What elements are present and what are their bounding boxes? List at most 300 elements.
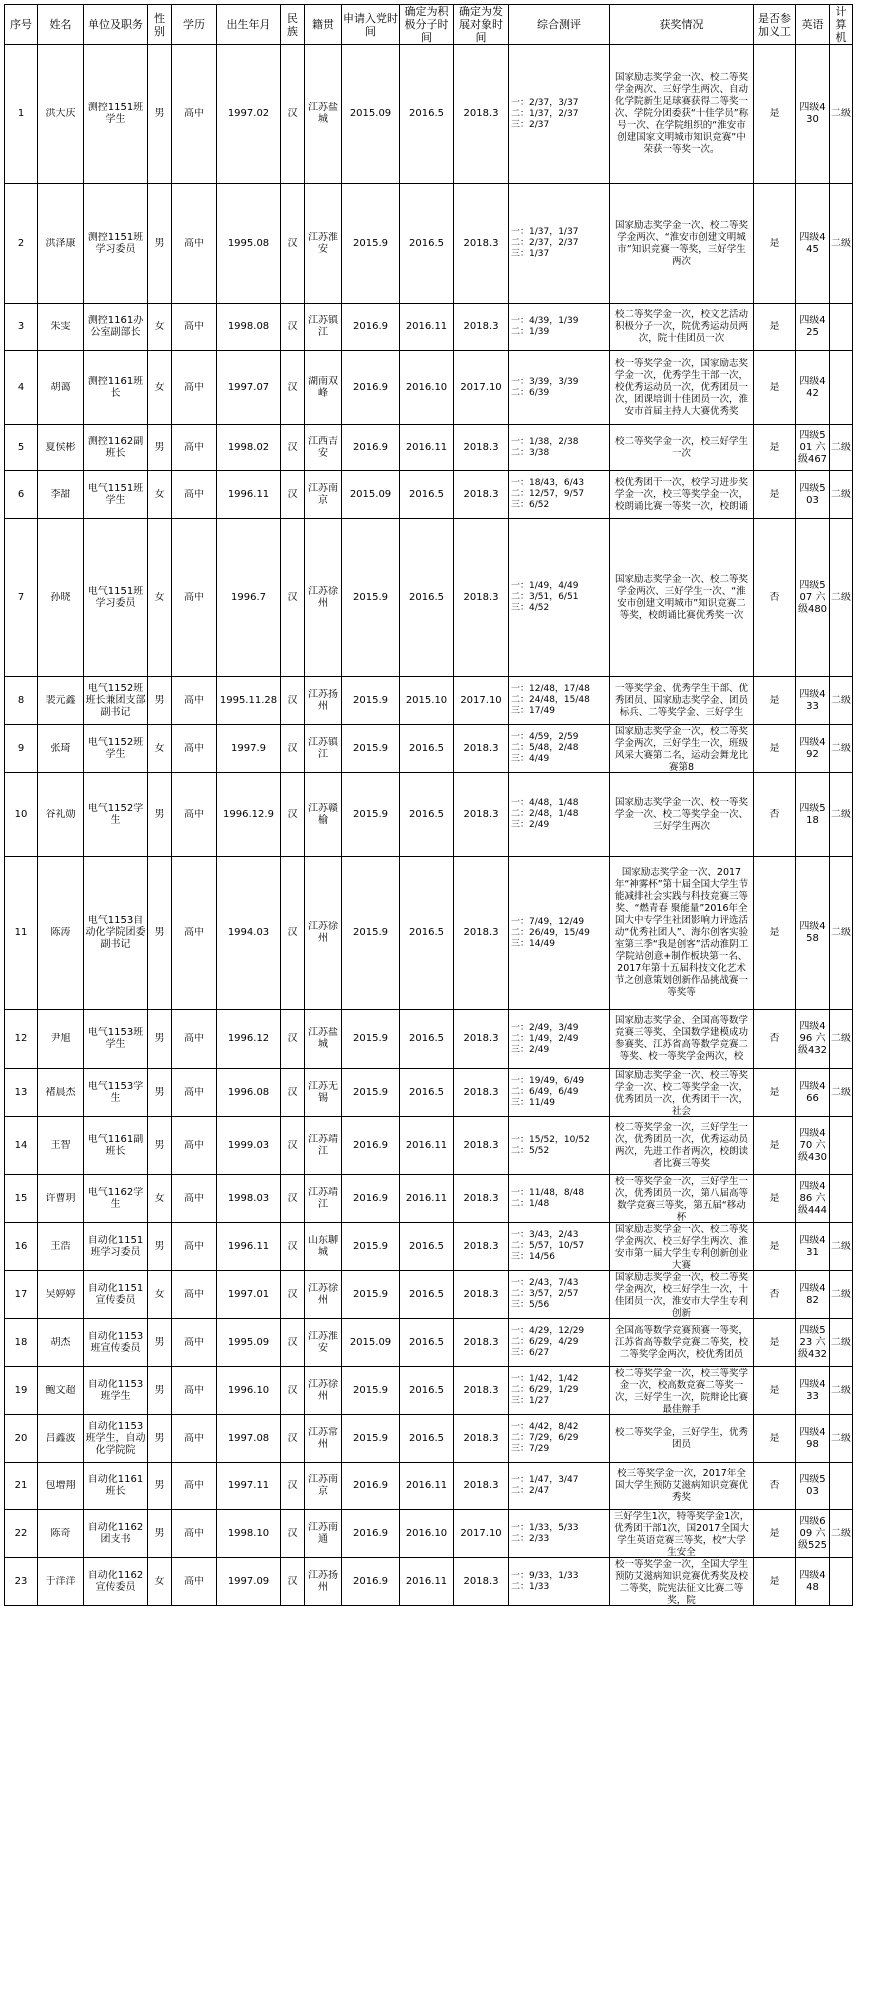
english-level [796, 1223, 830, 1271]
row-number [5, 1117, 38, 1175]
activist-date [400, 1367, 454, 1415]
awards [610, 1367, 754, 1415]
education-text: 高中 [184, 742, 204, 754]
student-name [38, 1319, 84, 1367]
ethnicity-text: 汉 [287, 808, 298, 820]
row-number-text: 18 [14, 1336, 28, 1348]
score-line: 二：12/57，9/57 [511, 489, 585, 499]
ethnicity [281, 45, 305, 184]
gender-text: 男 [154, 441, 165, 453]
awards-text: 校二等奖学金一次，校三等奖学金一次，校高数竞赛二等奖一次，三好学生一次，院辩论比赛最佳辩手 [614, 1367, 748, 1414]
score-line: 一：1/37，1/37 [511, 227, 579, 237]
unit-position-text: 电气1153班学生 [87, 1027, 144, 1050]
student-name-text: 尹旭 [50, 1033, 71, 1044]
unit-position [84, 1415, 148, 1463]
birth-date [217, 471, 281, 519]
hometown [305, 351, 342, 425]
party-application-date-text: 2015.09 [349, 488, 392, 500]
row-number [5, 1010, 38, 1069]
english-level-text: 四级442 [799, 375, 826, 399]
volunteer [754, 351, 796, 425]
unit-position [84, 1558, 148, 1606]
activist-date [400, 1117, 454, 1175]
table-row [5, 471, 853, 519]
gender [148, 425, 172, 471]
score-line: 一：3/39，3/39 [511, 376, 579, 387]
unit-position [84, 1223, 148, 1271]
student-name-text: 谷礼勋 [45, 808, 76, 820]
party-application-date [342, 471, 400, 519]
unit-position-text: 电气1162学生 [87, 1186, 144, 1210]
computer-level [830, 1463, 853, 1510]
development-target-date [454, 1319, 509, 1367]
development-target-date [454, 677, 509, 725]
activist-date [400, 1223, 454, 1271]
score-line: 一：15/52，10/52 [511, 1134, 590, 1145]
score-line: 二：3/38 [511, 447, 550, 458]
english-level-text: 四级507 六级480 [797, 579, 828, 615]
party-application-date [342, 1117, 400, 1175]
computer-level-text: 二级 [831, 808, 851, 820]
volunteer [754, 725, 796, 773]
unit-position [84, 351, 148, 425]
activist-date-text: 2016.5 [409, 1033, 444, 1044]
row-number [5, 1175, 38, 1223]
gender-text: 男 [154, 1384, 165, 1396]
hometown-text: 江苏南通 [308, 1521, 338, 1545]
awards [610, 773, 754, 857]
column-header-gender: 性别 [148, 5, 172, 45]
awards-text: 校一等奖学金一次，国家励志奖学金一次，优秀学生干部一次，校优秀运动员一次，优秀团员一次，团课培训十佳团员一次，淮安市首届主持人大赛优秀奖 [614, 357, 748, 417]
hometown-text: 江苏淮安 [308, 231, 338, 255]
awards-text: 国家励志奖学金一次、校一等奖学金一次、校二等奖学金一次、三好学生两次 [614, 796, 748, 832]
education-text: 高中 [184, 488, 204, 500]
education-text: 高中 [184, 694, 204, 706]
score-line: 三：11/49 [511, 1098, 555, 1108]
computer-level-text: 二级 [831, 927, 851, 938]
activist-date [400, 519, 454, 677]
awards [610, 1271, 754, 1319]
development-target-date-text: 2018.3 [463, 742, 499, 754]
education [172, 45, 217, 184]
party-application-date-text: 2016.9 [353, 441, 388, 453]
volunteer [754, 1010, 796, 1069]
english-level [796, 351, 830, 425]
unit-position-text: 自动化1151班学习委员 [87, 1234, 144, 1258]
gender [148, 1463, 172, 1510]
unit-position-text: 电气1152班学生 [87, 736, 144, 760]
party-application-date [342, 725, 400, 773]
education [172, 773, 217, 857]
computer-level [830, 1367, 853, 1415]
english-level-text: 四级609 六级525 [797, 1515, 828, 1551]
activist-date [400, 1175, 454, 1223]
student-name [38, 45, 84, 184]
volunteer-text: 是 [769, 1192, 780, 1204]
hometown-text: 江苏徐州 [308, 585, 338, 609]
english-level-text: 四级486 六级444 [797, 1180, 828, 1216]
hometown-text: 江西吉安 [308, 435, 338, 459]
english-level [796, 1510, 830, 1558]
score-line: 三：4/49 [511, 754, 550, 764]
ethnicity-text: 汉 [287, 488, 298, 500]
ethnicity-text: 汉 [287, 694, 298, 706]
hometown [305, 1223, 342, 1271]
computer-level [830, 1010, 853, 1069]
awards [610, 1558, 754, 1606]
column-header-scores: 综合测评 [509, 5, 610, 45]
development-target-date [454, 1558, 509, 1606]
table-row [5, 45, 853, 184]
activist-date [400, 304, 454, 351]
activist-date [400, 45, 454, 184]
volunteer [754, 184, 796, 304]
development-target-date-text: 2018.3 [463, 1288, 499, 1300]
development-target-date-text: 2018.3 [463, 1336, 499, 1348]
development-target-date-text: 2018.3 [463, 808, 499, 820]
hometown-text: 江苏常州 [308, 1426, 338, 1450]
gender [148, 1175, 172, 1223]
english-level-text: 四级466 [799, 1080, 826, 1104]
english-level [796, 184, 830, 304]
birth-date-text: 1998.10 [227, 1527, 270, 1539]
unit-position-text: 电气1152班班长兼团支部副书记 [85, 682, 146, 718]
party-application-date [342, 425, 400, 471]
table-row [5, 1117, 853, 1175]
row-number [5, 1367, 38, 1415]
ethnicity-text: 汉 [287, 591, 298, 603]
awards [610, 1223, 754, 1271]
gender [148, 773, 172, 857]
table-row [5, 519, 853, 677]
volunteer [754, 45, 796, 184]
english-level [796, 1117, 830, 1175]
awards-text: 校二等奖学金一次，校三好学生一次 [614, 435, 748, 459]
activist-date [400, 1069, 454, 1117]
computer-level-text: 二级 [831, 108, 851, 119]
birth-date [217, 1558, 281, 1606]
volunteer-text: 否 [769, 808, 780, 820]
hometown [305, 677, 342, 725]
computer-level-text: 二级 [831, 1086, 851, 1098]
gender-text: 男 [154, 108, 165, 119]
party-application-date [342, 45, 400, 184]
computer-level-text: 二级 [831, 237, 851, 249]
row-number [5, 1463, 38, 1510]
education [172, 184, 217, 304]
evaluation-scores [509, 1069, 610, 1117]
awards [610, 471, 754, 519]
score-line: 三：4/52 [511, 603, 550, 613]
unit-position-text: 自动化1153班学生，自动化学院院 [85, 1420, 146, 1456]
development-target-date [454, 351, 509, 425]
student-name-text: 鲍文超 [45, 1384, 76, 1396]
student-name-text: 夏侯彬 [45, 441, 76, 453]
birth-date [217, 184, 281, 304]
english-level [796, 1271, 830, 1319]
birth-date [217, 1223, 281, 1271]
party-application-date-text: 2016.9 [353, 1480, 388, 1491]
volunteer [754, 1558, 796, 1606]
birth-date-text: 1995.11.28 [219, 694, 278, 706]
computer-level [830, 1271, 853, 1319]
party-application-date-text: 2015.9 [353, 237, 388, 249]
party-application-date-text: 2016.9 [353, 381, 388, 393]
gender-text: 男 [154, 1527, 165, 1539]
awards-text: 国家励志奖学金一次、校二等奖学金两次、三好学生两次、自动化学院新生足球赛获得二等奖一次、学院分团委获“十佳学员”称号一次、在学院组织的“淮安市创建国家文明城市知识竞赛”中荣获一等奖一次。 [614, 72, 749, 155]
score-line: 二：5/57，10/57 [511, 1241, 585, 1251]
table-row [5, 857, 853, 1010]
hometown-text: 湖南双峰 [308, 375, 338, 399]
gender [148, 677, 172, 725]
gender [148, 1117, 172, 1175]
english-level [796, 471, 830, 519]
score-line: 一：2/37，3/37 [511, 97, 579, 108]
computer-level [830, 1117, 853, 1175]
gender [148, 1069, 172, 1117]
party-application-date-text: 2015.9 [353, 591, 388, 603]
score-line: 三：2/49 [511, 1044, 550, 1055]
unit-position [84, 773, 148, 857]
unit-position [84, 1117, 148, 1175]
ethnicity-text: 汉 [287, 108, 298, 119]
unit-position [84, 677, 148, 725]
score-line: 二：2/33 [511, 1533, 550, 1544]
birth-date-text: 1996.7 [231, 591, 266, 603]
evaluation-scores [509, 519, 610, 677]
volunteer-text: 是 [769, 1384, 780, 1396]
unit-position-text: 电气1153学生 [87, 1080, 144, 1104]
score-line: 三：2/37 [511, 119, 550, 130]
student-name-text: 许曹玥 [45, 1192, 76, 1204]
ethnicity-text: 汉 [287, 1240, 298, 1252]
english-level [796, 1175, 830, 1223]
computer-level-text: 二级 [831, 1288, 851, 1300]
hometown-text: 江苏镇江 [308, 736, 338, 760]
student-name [38, 304, 84, 351]
student-name [38, 1175, 84, 1223]
column-header-ethnic: 民族 [281, 5, 305, 45]
score-line: 一：2/43，7/43 [511, 1278, 579, 1288]
english-level-text: 四级445 [799, 231, 826, 255]
unit-position-text: 测控1161班长 [87, 375, 144, 399]
computer-level-text: 二级 [831, 441, 851, 453]
ethnicity [281, 1558, 305, 1606]
birth-date [217, 304, 281, 351]
birth-date [217, 425, 281, 471]
development-target-date-text: 2018.3 [463, 1432, 499, 1444]
hometown-text: 江苏南京 [308, 482, 338, 506]
student-name-text: 李甜 [50, 488, 71, 500]
score-line: 二：5/48，2/48 [511, 743, 579, 753]
education [172, 1069, 217, 1117]
computer-level [830, 773, 853, 857]
hometown [305, 184, 342, 304]
column-header-unit: 单位及职务 [84, 5, 148, 45]
development-target-date [454, 1271, 509, 1319]
development-target-date [454, 773, 509, 857]
activist-date [400, 471, 454, 519]
party-application-date [342, 519, 400, 677]
development-target-date [454, 1010, 509, 1069]
development-target-date-text: 2018.3 [463, 488, 499, 500]
computer-level [830, 45, 853, 184]
birth-date-text: 1998.02 [227, 441, 270, 453]
column-header-name: 姓名 [38, 5, 84, 45]
ethnicity-text: 汉 [287, 742, 298, 754]
english-level-text: 四级433 [799, 688, 826, 712]
ethnicity-text: 汉 [287, 237, 298, 249]
score-line: 三：14/56 [511, 1252, 555, 1262]
development-target-date-text: 2018.3 [463, 1086, 499, 1098]
hometown [305, 1367, 342, 1415]
birth-date-text: 1997.11 [227, 1480, 270, 1491]
student-name-text: 王浩 [50, 1240, 71, 1252]
computer-level [830, 1069, 853, 1117]
score-line: 三：1/27 [511, 1396, 550, 1406]
gender [148, 184, 172, 304]
awards-text: 校优秀团干一次，校学习进步奖学金一次，校三等奖学金一次，校朗诵比赛一等奖一次，校朗诵 [614, 476, 748, 512]
party-application-date [342, 677, 400, 725]
birth-date-text: 1994.03 [227, 927, 270, 938]
ethnicity [281, 304, 305, 351]
party-application-date-text: 2015.9 [353, 1384, 388, 1396]
volunteer-text: 是 [769, 1575, 780, 1587]
awards [610, 184, 754, 304]
english-level [796, 1558, 830, 1606]
ethnicity [281, 471, 305, 519]
awards [610, 1175, 754, 1223]
hometown [305, 1271, 342, 1319]
english-level-text: 四级523 六级432 [797, 1324, 828, 1360]
activist-date [400, 1415, 454, 1463]
activist-date [400, 857, 454, 1010]
gender [148, 45, 172, 184]
development-target-date-text: 2018.3 [463, 1575, 499, 1587]
volunteer-text: 否 [769, 1480, 780, 1491]
english-level [796, 1463, 830, 1510]
development-target-date-text: 2017.10 [460, 381, 502, 393]
row-number [5, 1319, 38, 1367]
activist-date [400, 677, 454, 725]
row-number [5, 184, 38, 304]
volunteer [754, 1319, 796, 1367]
ethnicity [281, 1463, 305, 1510]
student-name-text: 吕鑫波 [45, 1432, 76, 1444]
gender-text: 男 [154, 1139, 165, 1151]
party-application-date [342, 351, 400, 425]
score-line: 一：4/48，1/48 [511, 798, 579, 808]
gender-text: 男 [154, 927, 165, 938]
activist-date [400, 1010, 454, 1069]
gender-text: 女 [154, 1192, 165, 1204]
evaluation-scores [509, 773, 610, 857]
birth-date [217, 519, 281, 677]
ethnicity [281, 425, 305, 471]
party-application-date [342, 1510, 400, 1558]
development-target-date-text: 2018.3 [463, 1240, 499, 1252]
education [172, 1415, 217, 1463]
unit-position-text: 自动化1161班长 [87, 1474, 144, 1497]
party-application-date-text: 2015.9 [353, 694, 388, 706]
ethnicity [281, 1069, 305, 1117]
education [172, 857, 217, 1010]
unit-position-text: 测控1161办公室副部长 [87, 315, 144, 338]
education-text: 高中 [184, 321, 204, 332]
development-target-date [454, 1463, 509, 1510]
row-number [5, 857, 38, 1010]
column-header-no: 序号 [5, 5, 38, 45]
birth-date-text: 1996.08 [227, 1086, 270, 1098]
activist-date-text: 2016.10 [405, 1527, 448, 1539]
ethnicity-text: 汉 [287, 441, 298, 453]
ethnicity [281, 1223, 305, 1271]
party-application-date-text: 2015.9 [353, 1288, 388, 1300]
score-line: 三：7/29 [511, 1444, 550, 1454]
awards [610, 425, 754, 471]
evaluation-scores [509, 1175, 610, 1223]
education-text: 高中 [184, 1575, 204, 1587]
hometown [305, 1175, 342, 1223]
student-name-text: 陈奇 [50, 1527, 71, 1539]
gender [148, 1558, 172, 1606]
volunteer-text: 是 [769, 1240, 780, 1252]
score-line: 三：5/56 [511, 1300, 550, 1310]
birth-date [217, 45, 281, 184]
party-application-date-text: 2015.9 [353, 808, 388, 820]
row-number-text: 5 [17, 441, 25, 453]
hometown [305, 1510, 342, 1558]
ethnicity [281, 677, 305, 725]
ethnicity [281, 1010, 305, 1069]
gender [148, 304, 172, 351]
birth-date-text: 1996.12.9 [223, 808, 274, 820]
ethnicity [281, 1175, 305, 1223]
student-name-text: 包增翔 [45, 1480, 76, 1491]
student-name-text: 张琦 [50, 742, 71, 754]
gender [148, 351, 172, 425]
development-target-date [454, 1223, 509, 1271]
ethnicity-text: 汉 [287, 1192, 298, 1204]
student-name-text: 胡杰 [50, 1336, 71, 1348]
computer-level-text: 二级 [831, 1336, 851, 1348]
english-level [796, 519, 830, 677]
birth-date [217, 1010, 281, 1069]
awards-text: 一等奖学金、优秀学生干部、优秀团员、国家励志奖学金、团员标兵、二等奖学金、三好学生 [614, 682, 748, 718]
ethnicity-text: 汉 [287, 1432, 298, 1444]
activist-date [400, 1271, 454, 1319]
ethnicity-text: 汉 [287, 381, 298, 393]
ethnicity-text: 汉 [287, 1288, 298, 1300]
education-text: 高中 [184, 1192, 204, 1204]
student-name [38, 519, 84, 677]
development-target-date-text: 2018.3 [463, 1033, 499, 1044]
evaluation-scores [509, 1415, 610, 1463]
hometown-text: 江苏徐州 [308, 1378, 338, 1402]
education [172, 1558, 217, 1606]
student-name-text: 于洋洋 [45, 1575, 76, 1587]
computer-level-text: 二级 [831, 1033, 851, 1044]
gender-text: 男 [154, 1432, 165, 1444]
table-row [5, 1319, 853, 1367]
gender [148, 857, 172, 1010]
english-level-text: 四级433 [799, 1378, 826, 1402]
ethnicity [281, 1271, 305, 1319]
row-number-text: 12 [14, 1033, 28, 1044]
evaluation-scores [509, 1223, 610, 1271]
computer-level [830, 725, 853, 773]
education-text: 高中 [184, 1480, 204, 1491]
